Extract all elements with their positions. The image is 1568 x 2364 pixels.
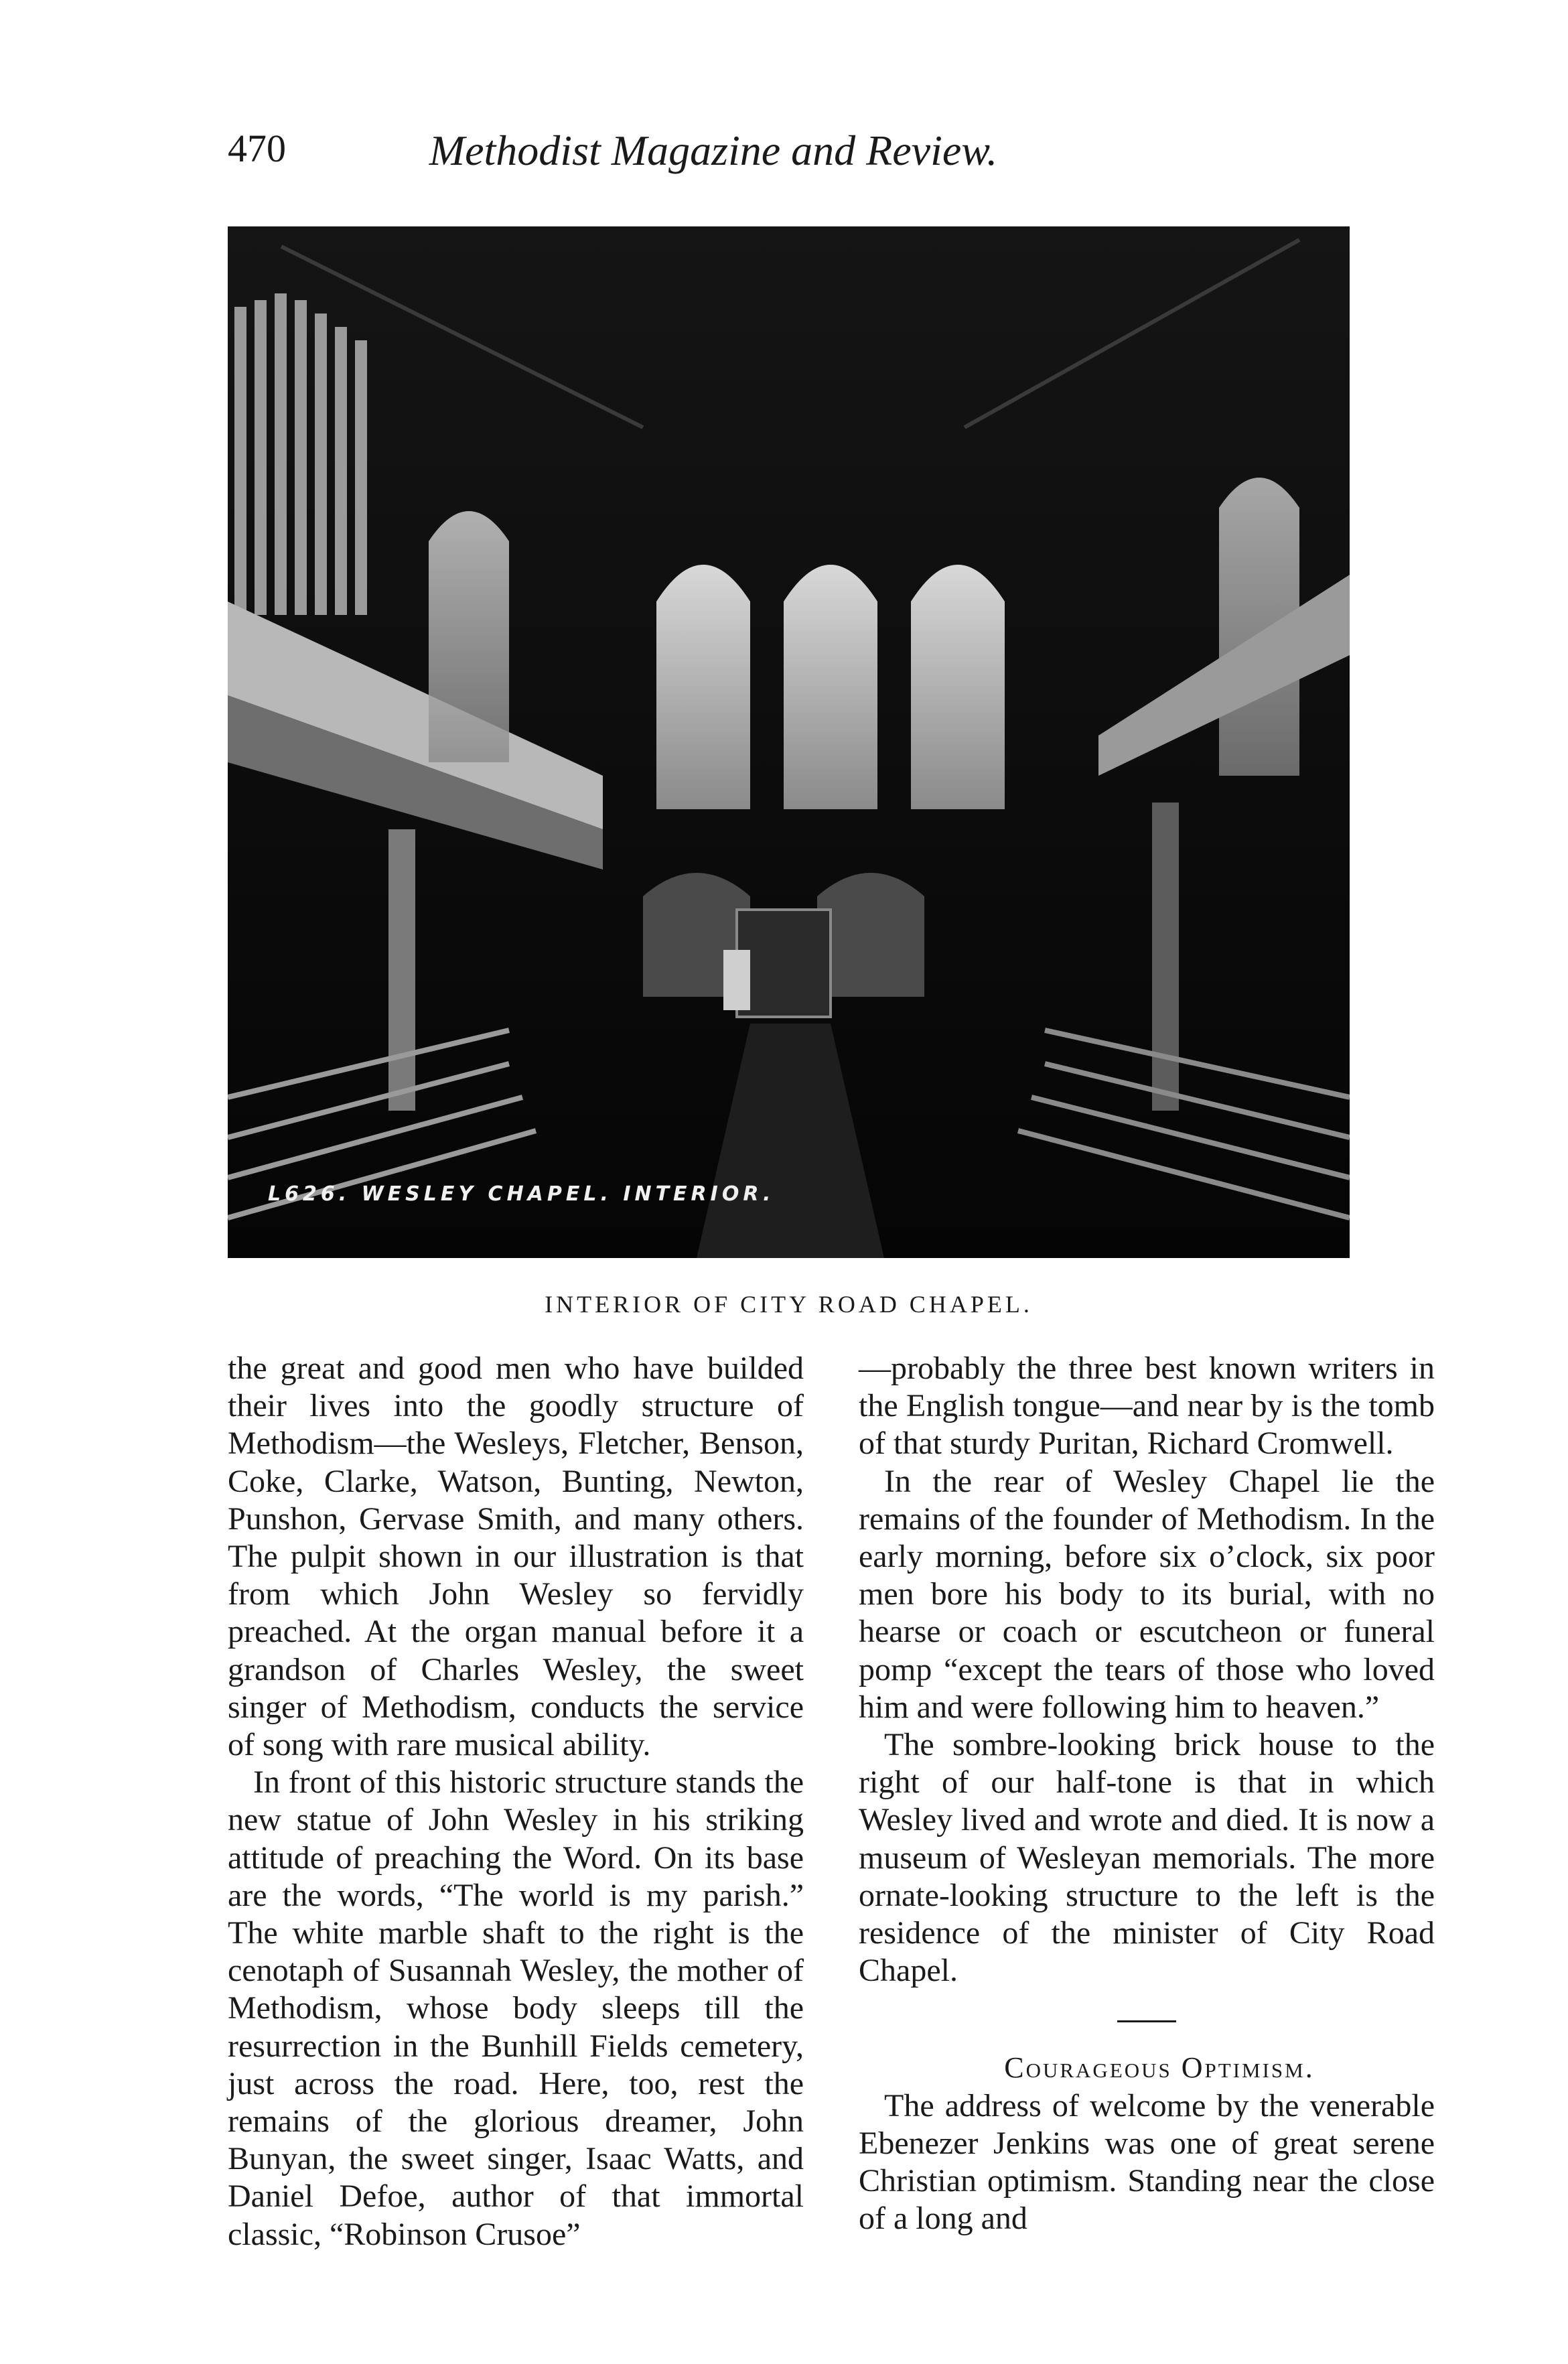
left-column xyxy=(228,1350,804,2253)
paragraph: The sombre-looking brick house to the right of our half-tone is that in which Wesley lived and wrote and died. It is now a museum of Wesleyan memorials. The more ornate-looking structure to the left is the residence of the minister of City Road Chapel. xyxy=(859,1727,1435,1989)
section-heading: Courageous Optimism. xyxy=(1004,2051,1315,2085)
section-divider xyxy=(1117,2020,1176,2022)
chapel-interior-photo xyxy=(228,226,1350,1258)
plate-caption: L626. WESLEY CHAPEL. INTERIOR. xyxy=(268,1182,775,1206)
right-column xyxy=(859,1350,1435,2237)
running-title: Methodist Magazine and Review. xyxy=(429,127,998,174)
paragraph: the great and good men who have builded their lives into the goodly structure of Methodism—the Wesleys, Fletcher, Benson, Coke, Clarke, Watson, Bunting, Newton, Punshon, Gervase Smith, and many others. The pulpit shown in our illustration is that from which John Wesley so fervidly preached. At the organ manual before it a grandson of Charles Wesley, the sweet singer of Methodism, conducts the service of song with rare musical ability. xyxy=(228,1350,804,1763)
paragraph: —probably the three best known writers in the English tongue—and near by is the tomb of that sturdy Puritan, Richard Cromwell. xyxy=(859,1350,1435,1462)
chapel-interior-illustration xyxy=(228,226,1350,1258)
paragraph: The address of welcome by the venerable Ebenezer Jenkins was one of great serene Christian optimism. Standing near the close of a long and xyxy=(859,2087,1435,2237)
page-header xyxy=(228,126,1152,180)
illustration-caption: INTERIOR OF CITY ROAD CHAPEL. xyxy=(545,1291,1033,1318)
paragraph: In the rear of Wesley Chapel lie the remains of the founder of Methodism. In the early morning, before six o’clock, six poor men bore his body to its burial, with no hearse or coach or escutcheon or funeral pomp “except the tears of those who loved him and were following him to heaven.” xyxy=(859,1463,1435,1725)
paragraph: In front of this historic structure stands the new statue of John Wesley in his striking attitude of preaching the Word. On its base are the words, “The world is my parish.” The white marble shaft to the right is the cenotaph of Susannah Wesley, the mother of Methodism, whose body sleeps till the resurrection in the Bunhill Fields cemetery, just across the road. Here, too, rest the remains of the glorious dreamer, John Bunyan, the sweet singer, Isaac Watts, and Daniel Defoe, author of that immortal classic, “Robinson Crusoe” xyxy=(228,1764,804,2252)
page-number: 470 xyxy=(228,127,286,170)
